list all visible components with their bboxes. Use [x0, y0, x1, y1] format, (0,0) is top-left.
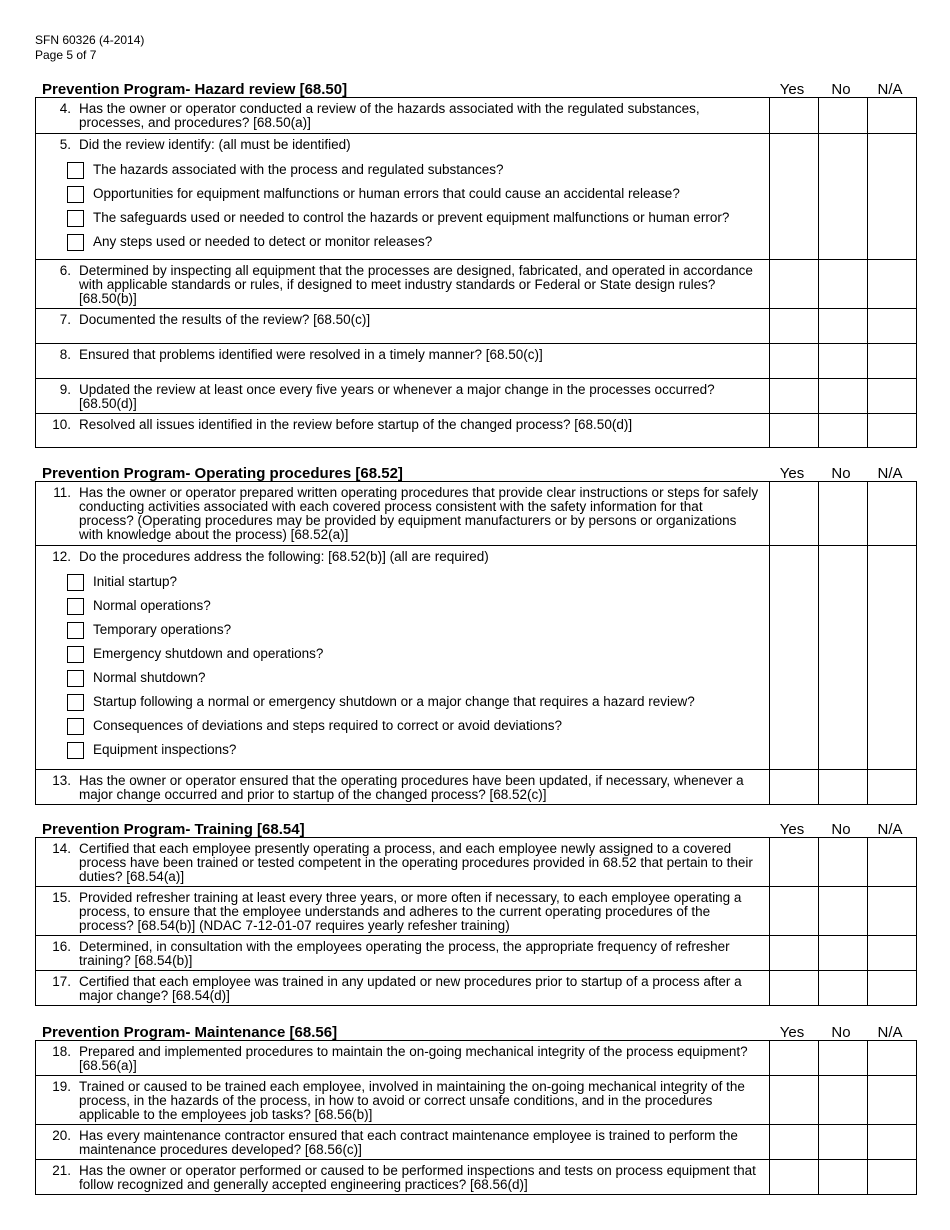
checklist-item-label: Startup following a normal or emergency shutdown or a major change that requires a hazard review? — [93, 694, 695, 709]
checklist-item-label: The safeguards used or needed to control the hazards or prevent equipment malfunctions or human error? — [93, 210, 730, 225]
column-na-label: N/A — [877, 81, 903, 98]
checkbox[interactable] — [67, 718, 84, 735]
question-number: 12. — [52, 549, 71, 564]
question-row — [36, 414, 917, 448]
question — [36, 482, 769, 542]
checklist-item-label: Normal operations? — [93, 598, 211, 613]
question-row — [36, 1125, 917, 1160]
question-row — [36, 971, 917, 1006]
answer-yes-cell[interactable] — [770, 1041, 819, 1076]
answer-na-cell[interactable] — [868, 546, 917, 770]
section-title: Prevention Program- Training [68.54] — [42, 821, 305, 838]
checklist-item-label: Opportunities for equipment malfunctions or human errors that could cause an accidental release? — [93, 186, 680, 201]
column-na-label: N/A — [877, 465, 903, 482]
question-number: 13. — [52, 773, 71, 788]
answer-na-cell[interactable] — [868, 1041, 917, 1076]
checklist-item[interactable] — [36, 158, 769, 182]
question — [36, 936, 769, 968]
checklist-item-label: The hazards associated with the process and regulated substances? — [93, 162, 504, 177]
question-number: 19. — [52, 1079, 71, 1094]
question-text: Provided refresher training at least every three years, or more often if necessary, to each employee operating a process, to ensure that the employee understands and adheres to the current operating procedures of the process? [68.54(b)] (NDAC 7-12-01-07 requires yearly refesher training) — [79, 890, 742, 933]
checklist-item[interactable] — [36, 206, 769, 230]
question-text-cell — [36, 379, 770, 414]
answer-na-cell[interactable] — [868, 379, 917, 414]
answer-na-cell[interactable] — [868, 770, 917, 805]
checklist-item[interactable] — [36, 666, 769, 690]
form-number: SFN 60326 (4-2014) — [35, 33, 145, 47]
question — [36, 260, 769, 306]
question-number: 17. — [52, 974, 71, 989]
checkbox[interactable] — [67, 234, 84, 251]
answer-no-cell[interactable] — [819, 546, 868, 770]
answer-no-cell[interactable] — [819, 134, 868, 260]
question-text-cell — [36, 1041, 770, 1076]
checklist-item-label: Initial startup? — [93, 574, 178, 589]
question-row — [36, 770, 917, 805]
question-text-cell — [36, 482, 770, 546]
answer-yes-cell[interactable] — [770, 838, 819, 887]
checkbox[interactable] — [67, 598, 84, 615]
question-number: 7. — [59, 312, 71, 327]
form-header — [35, 33, 144, 63]
checklist-item[interactable] — [36, 570, 769, 594]
question-number: 15. — [52, 890, 71, 905]
column-yes-label: Yes — [779, 465, 805, 482]
question-text: Has every maintenance contractor ensured that each contract maintenance employee is trained to perform the maintenance procedures developed? [68.56(c)] — [79, 1128, 738, 1157]
answer-no-cell[interactable] — [819, 838, 868, 887]
question — [36, 1041, 769, 1073]
answer-no-cell[interactable] — [819, 482, 868, 546]
answer-na-cell[interactable] — [868, 936, 917, 971]
question — [36, 887, 769, 933]
column-yes-label: Yes — [779, 1024, 805, 1041]
checklist-item-label: Temporary operations? — [93, 622, 232, 637]
question-text-cell — [36, 1076, 770, 1125]
answer-yes-cell[interactable] — [770, 379, 819, 414]
checkbox[interactable] — [67, 694, 84, 711]
answer-na-cell[interactable] — [868, 1076, 917, 1125]
answer-yes-cell[interactable] — [770, 887, 819, 936]
question-row — [36, 546, 917, 770]
checklist-item[interactable] — [36, 738, 769, 762]
answer-na-cell[interactable] — [868, 1160, 917, 1195]
checklist-item-label: Emergency shutdown and operations? — [93, 646, 324, 661]
question-table — [35, 97, 917, 448]
checkbox[interactable] — [67, 574, 84, 591]
answer-yes-cell[interactable] — [770, 770, 819, 805]
checkbox[interactable] — [67, 742, 84, 759]
question-text: Has the owner or operator conducted a review of the hazards associated with the regulated substances, processes, and procedures? [68.50(a)] — [79, 101, 700, 130]
column-no-label: No — [831, 821, 851, 838]
question-text-cell — [36, 770, 770, 805]
question-row — [36, 379, 917, 414]
question-row — [36, 98, 917, 134]
question-number: 6. — [59, 263, 71, 278]
answer-no-cell[interactable] — [819, 936, 868, 971]
checklist-item[interactable] — [36, 618, 769, 642]
answer-na-cell[interactable] — [868, 260, 917, 309]
question-row — [36, 887, 917, 936]
question-table — [35, 837, 917, 1006]
question-text-cell — [36, 546, 770, 770]
checklist-item[interactable] — [36, 182, 769, 206]
answer-no-cell[interactable] — [819, 887, 868, 936]
question-row — [36, 936, 917, 971]
question-table — [35, 1040, 917, 1195]
checkbox[interactable] — [67, 210, 84, 227]
question-row — [36, 344, 917, 379]
page-number: Page 5 of 7 — [35, 48, 97, 62]
checklist-item[interactable] — [36, 714, 769, 738]
answer-yes-cell[interactable] — [770, 260, 819, 309]
question-text: Documented the results of the review? [68.50(c)] — [79, 312, 371, 327]
question-number: 20. — [52, 1128, 71, 1143]
question-number: 16. — [52, 939, 71, 954]
answer-no-cell[interactable] — [819, 770, 868, 805]
question-text: Prepared and implemented procedures to maintain the on-going mechanical integrity of the process equipment? [68.56(a)] — [79, 1044, 748, 1073]
answer-na-cell[interactable] — [868, 482, 917, 546]
answer-yes-cell[interactable] — [770, 134, 819, 260]
question-table — [35, 481, 917, 805]
answer-na-cell[interactable] — [868, 134, 917, 260]
question-text-cell — [36, 309, 770, 344]
question-text: Do the procedures address the following: [68.52(b)] (all are required) — [79, 549, 489, 564]
question-text: Determined by inspecting all equipment that the processes are designed, fabricated, and operated in accordance with applicable standards or rules, if designed to meet industry standards or Federal or State design rules? [68.50(b)] — [79, 263, 753, 306]
question-text-cell — [36, 838, 770, 887]
question-number: 11. — [53, 485, 71, 500]
question-row — [36, 482, 917, 546]
answer-yes-cell[interactable] — [770, 344, 819, 379]
checkbox[interactable] — [67, 162, 84, 179]
question-text: Trained or caused to be trained each employee, involved in maintaining the on-going mechanical integrity of the process, in the hazards of the process, in how to avoid or correct unsafe conditions, and in the procedures applicable to the employees job tasks? [68.56(b)] — [79, 1079, 745, 1122]
answer-no-cell[interactable] — [819, 1125, 868, 1160]
checklist-item-label: Equipment inspections? — [93, 742, 237, 757]
question — [36, 98, 769, 130]
question-text: Resolved all issues identified in the review before startup of the changed process? [68.50(d)] — [79, 417, 633, 432]
question — [36, 1076, 769, 1122]
checklist-item-label: Consequences of deviations and steps required to correct or avoid deviations? — [93, 718, 563, 733]
column-no-label: No — [831, 465, 851, 482]
column-no-label: No — [831, 1024, 851, 1041]
question-number: 10. — [52, 417, 71, 432]
answer-no-cell[interactable] — [819, 344, 868, 379]
checkbox[interactable] — [67, 186, 84, 203]
section-title: Prevention Program- Maintenance [68.56] — [42, 1024, 338, 1041]
checklist-item[interactable] — [36, 690, 769, 714]
answer-no-cell[interactable] — [819, 971, 868, 1006]
question-text: Has the owner or operator ensured that the operating procedures have been updated, if necessary, whenever a major change occurred and prior to startup of the changed process? [68.52(c)] — [79, 773, 744, 802]
question — [36, 546, 769, 564]
question-number: 8. — [59, 347, 71, 362]
question-row — [36, 134, 917, 260]
checklist — [36, 564, 769, 762]
answer-na-cell[interactable] — [868, 344, 917, 379]
question-text: Has the owner or operator performed or caused to be performed inspections and tests on process equipment that follow recognized and generally accepted engineering practices? [68.56(d)] — [79, 1163, 756, 1192]
question-text-cell — [36, 98, 770, 134]
question — [36, 1125, 769, 1157]
section-header — [35, 82, 915, 98]
question — [36, 838, 769, 884]
column-yes-label: Yes — [779, 821, 805, 838]
question-text: Certified that each employee was trained in any updated or new procedures prior to startup of a process after a major change? [68.54(d)] — [79, 974, 742, 1003]
answer-yes-cell[interactable] — [770, 1125, 819, 1160]
question-row — [36, 1160, 917, 1195]
question-row — [36, 1041, 917, 1076]
question — [36, 770, 769, 802]
answer-no-cell[interactable] — [819, 98, 868, 134]
question-text: Did the review identify: (all must be identified) — [79, 137, 351, 152]
section-title: Prevention Program- Hazard review [68.50] — [42, 81, 348, 98]
question-text-cell — [36, 344, 770, 379]
question-text-cell — [36, 887, 770, 936]
answer-no-cell[interactable] — [819, 1076, 868, 1125]
question-number: 4. — [59, 101, 71, 116]
answer-yes-cell[interactable] — [770, 98, 819, 134]
answer-no-cell[interactable] — [819, 1041, 868, 1076]
column-yes-label: Yes — [779, 81, 805, 98]
question-text-cell — [36, 1160, 770, 1195]
answer-na-cell[interactable] — [868, 309, 917, 344]
question-number: 18. — [52, 1044, 71, 1059]
question — [36, 309, 769, 327]
answer-na-cell[interactable] — [868, 98, 917, 134]
checklist — [36, 152, 769, 254]
column-na-label: N/A — [877, 821, 903, 838]
answer-yes-cell[interactable] — [770, 482, 819, 546]
question-text-cell — [36, 971, 770, 1006]
question — [36, 414, 769, 432]
section-header — [35, 822, 915, 838]
answer-yes-cell[interactable] — [770, 309, 819, 344]
answer-yes-cell[interactable] — [770, 546, 819, 770]
question-text-cell — [36, 134, 770, 260]
checklist-item[interactable] — [36, 642, 769, 666]
checklist-item-label: Any steps used or needed to detect or monitor releases? — [93, 234, 433, 249]
answer-yes-cell[interactable] — [770, 1160, 819, 1195]
question-row — [36, 260, 917, 309]
checkbox[interactable] — [67, 670, 84, 687]
question-row — [36, 1076, 917, 1125]
question-number: 14. — [52, 841, 71, 856]
question — [36, 134, 769, 152]
column-na-label: N/A — [877, 1024, 903, 1041]
checklist-item-label: Normal shutdown? — [93, 670, 206, 685]
answer-no-cell[interactable] — [819, 260, 868, 309]
question-text: Updated the review at least once every five years or whenever a major change in the processes occurred? [68.50(d)] — [79, 382, 715, 411]
question — [36, 379, 769, 411]
answer-no-cell[interactable] — [819, 379, 868, 414]
answer-yes-cell[interactable] — [770, 414, 819, 448]
checkbox[interactable] — [67, 622, 84, 639]
question-number: 5. — [59, 137, 71, 152]
question-row — [36, 838, 917, 887]
answer-na-cell[interactable] — [868, 971, 917, 1006]
answer-na-cell[interactable] — [868, 887, 917, 936]
question — [36, 344, 769, 362]
question-text: Certified that each employee presently operating a process, and each employee newly assigned to a covered process have been trained or tested competent in the operating procedures provided in 68.52 that pertain to their duties? [68.54(a)] — [79, 841, 753, 884]
answer-yes-cell[interactable] — [770, 1076, 819, 1125]
answer-na-cell[interactable] — [868, 1125, 917, 1160]
question-text: Ensured that problems identified were resolved in a timely manner? [68.50(c)] — [79, 347, 543, 362]
answer-no-cell[interactable] — [819, 414, 868, 448]
question — [36, 1160, 769, 1192]
question — [36, 971, 769, 1003]
question-text-cell — [36, 414, 770, 448]
question-text: Has the owner or operator prepared written operating procedures that provide clear instructions or steps for safely conducting activities associated with each covered process consistent with the safety information for that process? (Operating procedures may be provided by equipment manufacturers or by persons or organizations with knowledge about the process) [68.52(a)] — [79, 485, 759, 542]
answer-no-cell[interactable] — [819, 1160, 868, 1195]
section-header — [35, 466, 915, 482]
answer-no-cell[interactable] — [819, 309, 868, 344]
answer-na-cell[interactable] — [868, 838, 917, 887]
question-text-cell — [36, 1125, 770, 1160]
answer-yes-cell[interactable] — [770, 936, 819, 971]
answer-na-cell[interactable] — [868, 414, 917, 448]
answer-yes-cell[interactable] — [770, 971, 819, 1006]
question-text-cell — [36, 936, 770, 971]
question-row — [36, 309, 917, 344]
section-header — [35, 1025, 915, 1041]
section-title: Prevention Program- Operating procedures [68.52] — [42, 465, 403, 482]
question-text-cell — [36, 260, 770, 309]
checklist-item[interactable] — [36, 594, 769, 618]
checkbox[interactable] — [67, 646, 84, 663]
question-number: 9. — [59, 382, 71, 397]
checklist-item[interactable] — [36, 230, 769, 254]
column-no-label: No — [831, 81, 851, 98]
question-text: Determined, in consultation with the employees operating the process, the appropriate frequency of refresher training? [68.54(b)] — [79, 939, 730, 968]
question-number: 21. — [52, 1163, 71, 1178]
